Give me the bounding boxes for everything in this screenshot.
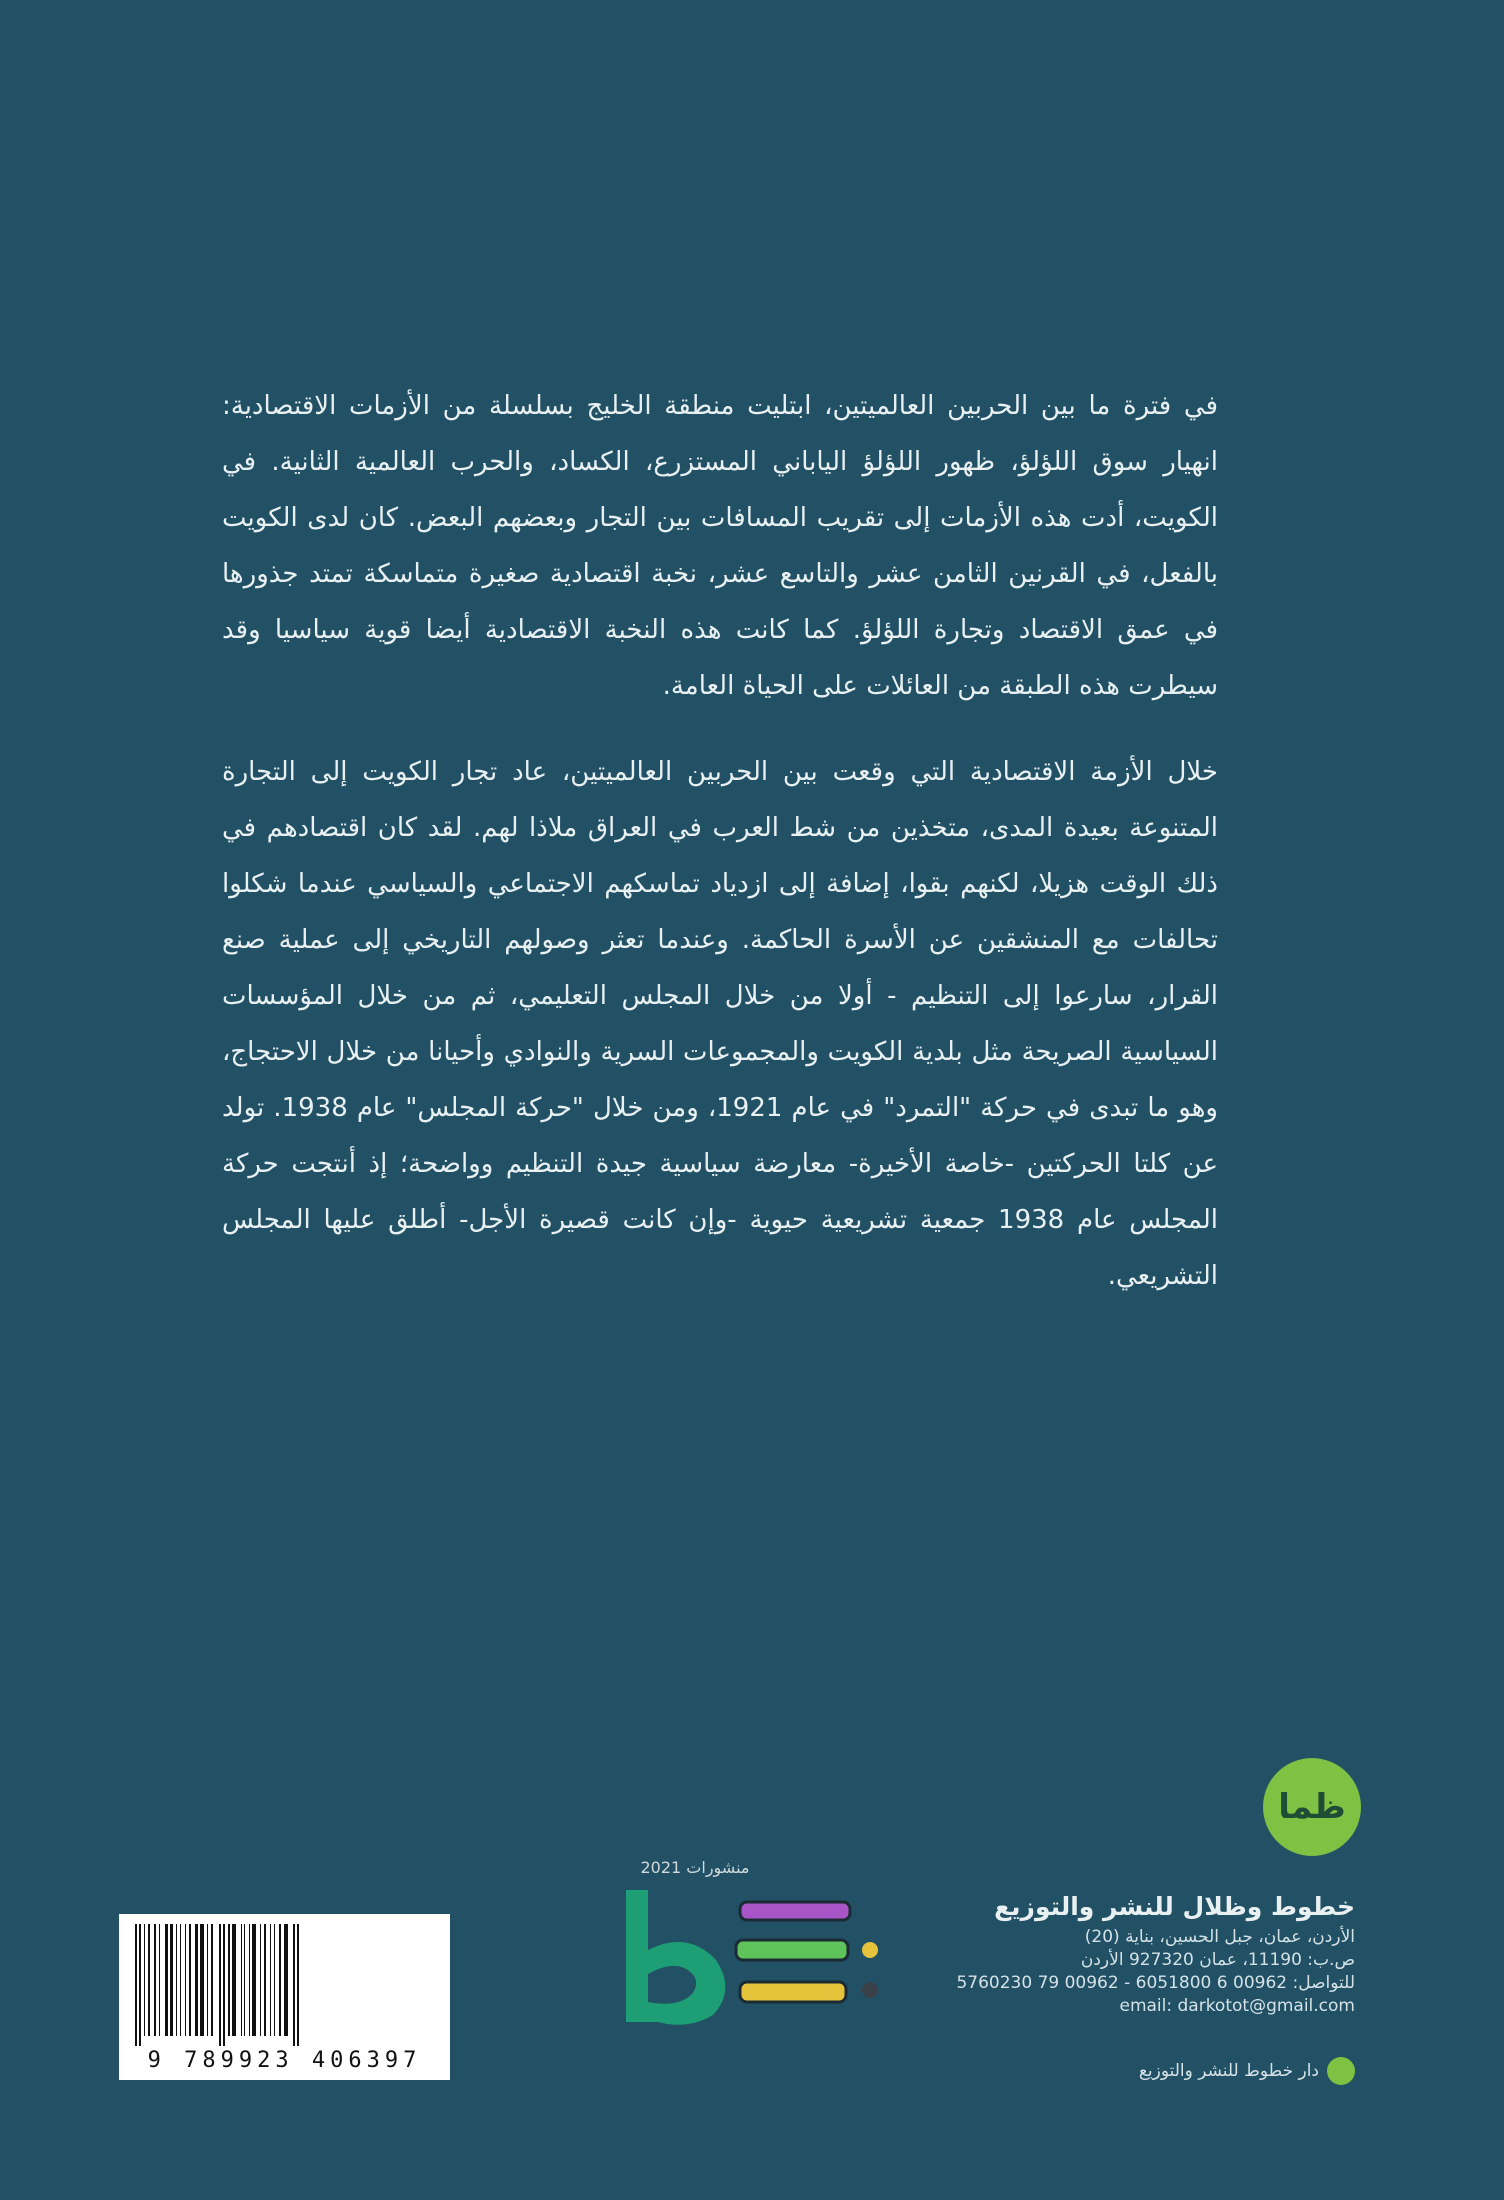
- isbn-barcode: [119, 1914, 450, 2080]
- barcode-bar: [232, 1924, 236, 2036]
- barcode-bar: [274, 1924, 275, 2036]
- barcode-bar: [195, 1924, 198, 2036]
- barcode-bar: [241, 1924, 242, 2036]
- isbn-digits: 9 789923 406397: [147, 2048, 422, 2073]
- barcode-bar: [170, 1924, 173, 2036]
- publisher-address-line: الأردن، عمان، جبل الحسين، بناية (20): [1084, 1927, 1355, 1947]
- imprint-label: منشورات 2021: [640, 1858, 750, 1877]
- barcode-bar: [228, 1924, 230, 2036]
- barcode-bar: [293, 1924, 295, 2046]
- barcode-bar: [165, 1924, 168, 2036]
- barcode-bar: [144, 1924, 145, 2036]
- barcode-bars: [129, 1924, 440, 2046]
- publisher-footer: [1080, 2057, 1355, 2085]
- publisher-name: خطوط وظلال للنشر والتوزيع: [994, 1892, 1355, 1921]
- barcode-bar: [223, 1924, 225, 2046]
- barcode-bar: [159, 1924, 160, 2036]
- barcode-bar: [148, 1924, 150, 2036]
- stripe-green: [736, 1940, 848, 1960]
- barcode-bar: [260, 1924, 261, 2036]
- stripe-dot-dark: [862, 1982, 878, 1998]
- publisher-logo-text: ظما: [1278, 1787, 1346, 1827]
- barcode-bar: [211, 1924, 213, 2036]
- barcode-bar: [185, 1924, 186, 2036]
- publisher-email-line: email: darkotot@gmail.com: [1119, 1996, 1355, 2016]
- barcode-bar: [270, 1924, 271, 2036]
- barcode-bar: [219, 1924, 221, 2046]
- barcode-bar: [200, 1924, 204, 2036]
- barcode-bar: [135, 1924, 137, 2046]
- barcode-bar: [279, 1924, 281, 2036]
- blurb-paragraph-2: خلال الأزمة الاقتصادية التي وقعت بين الحربين العالميتين، عاد تجار الكويت إلى التجارة المتنوعة بعيدة المدى، متخذين من شط العرب في العراق ملاذا لهم. لقد كان اقتصادهم في ذلك الوقت هزيلا، لكنهم بقوا، إضافة إلى ازدياد تماسكهم الاجتماعي والسياسي عندما شكلوا تحالفات مع المنشقين عن الأسرة الحاكمة. وعندما تعثر وصولهم التاريخي إلى عملية صنع القرار، سارعوا إلى التنظيم - أولا من خلال المجلس التعليمي، ثم من خلال المؤسسات السياسية الصريحة مثل بلدية الكويت والمجموعات السرية والنوادي وأحيانا من خلال الاحتجاج، وهو ما تبدى في حركة "التمرد" في عام 1921، ومن خلال "حركة المجلس" عام 1938. تولد عن كلتا الحركتين -خاصة الأخيرة- معارضة سياسية جيدة التنظيم وواضحة؛ إذ أنتجت حركة المجلس عام 1938 جمعية تشريعية حيوية -وإن كانت قصيرة الأجل- أطلق عليها المجلس التشريعي.: [222, 757, 1218, 1291]
- publisher-pobox-line: ص.ب: 11190، عمان 927320 الأردن: [1080, 1950, 1355, 1970]
- barcode-bar: [249, 1924, 250, 2036]
- barcode-bar: [244, 1924, 245, 2036]
- barcode-bar: [189, 1924, 191, 2036]
- barcode-bar: [297, 1924, 299, 2046]
- barcode-bar: [180, 1924, 181, 2036]
- publisher-info: [900, 1888, 1355, 2018]
- publisher-footer-dot-icon: [1327, 2057, 1355, 2085]
- stripe-purple: [740, 1902, 850, 1920]
- stripe-dot-yellow: [862, 1942, 878, 1958]
- stripe-yellow: [740, 1982, 846, 2002]
- partner-logo-letter: [626, 1890, 725, 2025]
- barcode-bar: [176, 1924, 177, 2036]
- back-cover-blurb: [222, 378, 1218, 1304]
- publisher-footer-text: دار خطوط للنشر والتوزيع: [1138, 2061, 1319, 2081]
- blurb-paragraph-1: في فترة ما بين الحربين العالميتين، ابتليت منطقة الخليج بسلسلة من الأزمات الاقتصادية: انهيار سوق اللؤلؤ، ظهور اللؤلؤ الياباني المستزرع، الكساد، والحرب العالمية الثانية. في الكويت، أدت هذه الأزمات إلى تقريب المسافات بين التجار وبعضهم البعض. كان لدى الكويت بالفعل، في القرنين الثامن عشر والتاسع عشر، نخبة اقتصادية صغيرة متماسكة تمتد جذورها في عمق الاقتصاد وتجارة اللؤلؤ. كما كانت هذه النخبة الاقتصادية أيضا قوية سياسيا وقد سيطرت هذه الطبقة من العائلات على الحياة العامة.: [222, 391, 1218, 701]
- barcode-bar: [284, 1924, 288, 2036]
- barcode-bar: [154, 1924, 156, 2036]
- publisher-phone-line: للتواصل: 00962 6 6051800 - 00962 79 5760230: [956, 1973, 1355, 1993]
- barcode-bar: [207, 1924, 208, 2036]
- barcode-bar: [139, 1924, 141, 2046]
- publisher-logo: [1263, 1758, 1361, 1856]
- barcode-bar: [264, 1924, 266, 2036]
- barcode-bar: [252, 1924, 256, 2036]
- partner-publisher-logo: [618, 1890, 890, 2026]
